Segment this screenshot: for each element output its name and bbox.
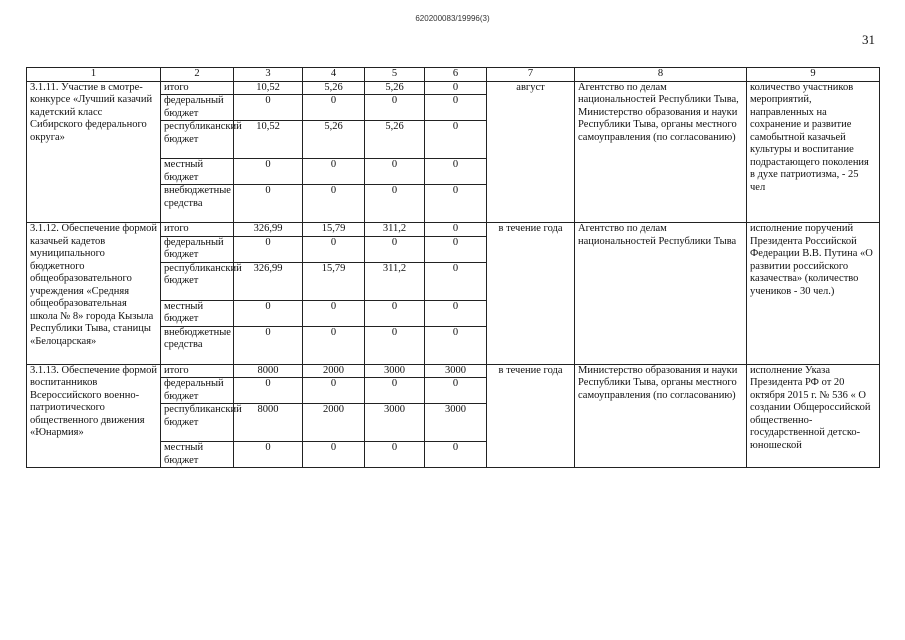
value-cell: 0	[425, 121, 487, 159]
value-cell: 3000	[425, 364, 487, 378]
column-header: 5	[365, 68, 425, 82]
value-cell: 0	[234, 95, 303, 121]
funding-source-cell: местный бюджет	[161, 442, 234, 468]
value-cell: 0	[234, 378, 303, 404]
value-cell: 0	[425, 236, 487, 262]
value-cell: 0	[365, 185, 425, 223]
value-cell: 10,52	[234, 81, 303, 95]
column-number-row	[27, 68, 880, 82]
value-cell: 0	[365, 236, 425, 262]
value-cell: 2000	[303, 404, 365, 442]
value-cell: 10,52	[234, 121, 303, 159]
column-header: 1	[27, 68, 161, 82]
value-cell: 0	[425, 326, 487, 364]
table-row	[27, 223, 880, 237]
result-cell: исполнение поручений Президента Российской Федерации В.В. Путина «О развитии российского казачества» (количество учеников - 30 чел.)	[747, 223, 880, 365]
value-cell: 0	[365, 378, 425, 404]
value-cell: 0	[303, 326, 365, 364]
result-cell: исполнение Указа Президента РФ от 20 октября 2015 г. № 536 « О создании Общероссийской общественно-государственной детско-юношеской	[747, 364, 880, 468]
value-cell: 0	[425, 262, 487, 300]
value-cell: 311,2	[365, 262, 425, 300]
value-cell: 3000	[425, 404, 487, 442]
value-cell: 0	[303, 159, 365, 185]
column-header: 9	[747, 68, 880, 82]
value-cell: 0	[303, 300, 365, 326]
value-cell: 326,99	[234, 262, 303, 300]
value-cell: 15,79	[303, 223, 365, 237]
value-cell: 0	[234, 159, 303, 185]
value-cell: 0	[425, 378, 487, 404]
column-header: 4	[303, 68, 365, 82]
column-header: 7	[487, 68, 575, 82]
table-row	[27, 81, 880, 95]
executor-cell: Агентство по делам национальностей Республики Тыва, Министерство образования и науки Республики Тыва, органы местного самоуправления (по согласованию)	[575, 81, 747, 223]
value-cell: 0	[425, 81, 487, 95]
value-cell: 0	[365, 95, 425, 121]
value-cell: 0	[365, 300, 425, 326]
value-cell: 5,26	[365, 81, 425, 95]
value-cell: 5,26	[303, 81, 365, 95]
value-cell: 0	[234, 326, 303, 364]
value-cell: 0	[425, 223, 487, 237]
value-cell: 0	[234, 185, 303, 223]
value-cell: 0	[234, 236, 303, 262]
funding-source-cell: внебюджетные средства	[161, 326, 234, 364]
funding-source-cell: итого	[161, 223, 234, 237]
value-cell: 5,26	[303, 121, 365, 159]
value-cell: 311,2	[365, 223, 425, 237]
funding-source-cell: внебюджетные средства	[161, 185, 234, 223]
activity-cell: 3.1.13. Обеспечение формой воспитанников Всероссийского военно-патриотического общественного движения «Юнармия»	[27, 364, 161, 468]
value-cell: 15,79	[303, 262, 365, 300]
value-cell: 0	[425, 300, 487, 326]
funding-source-cell: местный бюджет	[161, 159, 234, 185]
activity-cell: 3.1.11. Участие в смотре-конкурсе «Лучший казачий кадетский класс Сибирского федерального округа»	[27, 81, 161, 223]
funding-source-cell: итого	[161, 364, 234, 378]
value-cell: 0	[425, 95, 487, 121]
value-cell: 0	[425, 442, 487, 468]
page-number: 31	[862, 32, 875, 47]
funding-source-cell: республиканский бюджет	[161, 404, 234, 442]
value-cell: 0	[365, 442, 425, 468]
value-cell: 3000	[365, 404, 425, 442]
value-cell: 0	[365, 326, 425, 364]
value-cell: 0	[303, 378, 365, 404]
value-cell: 3000	[365, 364, 425, 378]
activity-cell: 3.1.12. Обеспечение формой казачьей кадетов муниципального бюджетного общеобразовательного учреждения «Средняя общеобразовательная школа № 8» города Кызыла Республики Тыва, станицы «Белоцарская»	[27, 223, 161, 365]
value-cell: 0	[234, 300, 303, 326]
value-cell: 0	[425, 185, 487, 223]
funding-source-cell: республиканский бюджет	[161, 121, 234, 159]
column-header: 6	[425, 68, 487, 82]
value-cell: 0	[303, 442, 365, 468]
value-cell: 5,26	[365, 121, 425, 159]
funding-source-cell: итого	[161, 81, 234, 95]
value-cell: 0	[365, 159, 425, 185]
result-cell: количество участников мероприятий, направленных на сохранение и развитие самобытной казачьей культуры и воспитание подрастающего поколения в духе патриотизма, - 25 чел	[747, 81, 880, 223]
funding-source-cell: местный бюджет	[161, 300, 234, 326]
document-id: 620200083/19996(3)	[415, 14, 490, 23]
value-cell: 8000	[234, 404, 303, 442]
value-cell: 0	[303, 236, 365, 262]
executor-cell: Агентство по делам национальностей Республики Тыва	[575, 223, 747, 365]
term-cell: август	[487, 81, 575, 223]
term-cell: в течение года	[487, 223, 575, 365]
funding-source-cell: федеральный бюджет	[161, 236, 234, 262]
column-header: 3	[234, 68, 303, 82]
value-cell: 8000	[234, 364, 303, 378]
budget-table	[26, 67, 880, 468]
funding-source-cell: федеральный бюджет	[161, 378, 234, 404]
column-header: 2	[161, 68, 234, 82]
executor-cell: Министерство образования и науки Республики Тыва, органы местного самоуправления (по согласованию)	[575, 364, 747, 468]
funding-source-cell: республиканский бюджет	[161, 262, 234, 300]
value-cell: 2000	[303, 364, 365, 378]
table-row	[27, 364, 880, 378]
term-cell: в течение года	[487, 364, 575, 468]
value-cell: 0	[303, 95, 365, 121]
value-cell: 0	[425, 159, 487, 185]
value-cell: 326,99	[234, 223, 303, 237]
funding-source-cell: федеральный бюджет	[161, 95, 234, 121]
value-cell: 0	[234, 442, 303, 468]
value-cell: 0	[303, 185, 365, 223]
column-header: 8	[575, 68, 747, 82]
